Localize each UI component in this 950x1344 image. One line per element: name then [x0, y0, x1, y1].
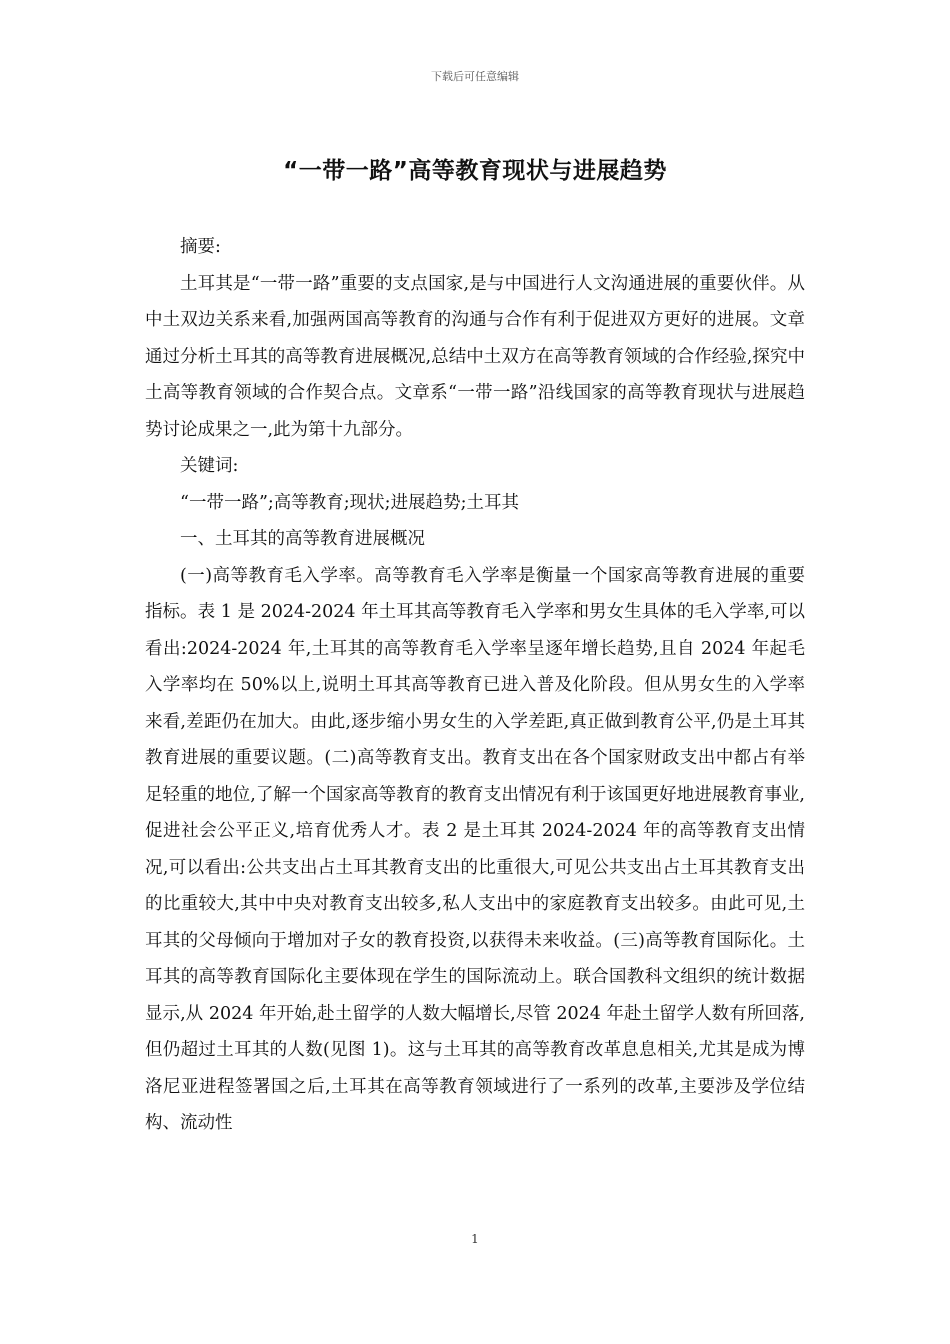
document-title: “一带一路”高等教育现状与进展趋势: [283, 158, 667, 184]
header-note: 下载后可任意编辑: [431, 70, 519, 83]
abstract-paragraph: 土耳其是“一带一路”重要的支点国家,是与中国进行人文沟通进展的重要伙伴。从中土双边关系来看,加强两国高等教育的沟通与合作有利于促进双方更好的进展。文章通过分析土耳其的高等教育进展概况,总结中土双方在高等教育领域的合作经验,探究中土高等教育领域的合作契合点。文章系“一带一路”沿线国家的高等教育现状与进展趋势讨论成果之一,此为第十九部分。: [145, 273, 805, 440]
section-heading: 一、土耳其的高等教育进展概况: [180, 529, 425, 549]
document-body: [145, 229, 805, 1142]
keywords-label: 关键词:: [180, 456, 239, 476]
page-number: 1: [471, 1232, 479, 1246]
abstract-label: 摘要:: [180, 237, 221, 257]
section-body-paragraph: (一)高等教育毛入学率。高等教育毛入学率是衡量一个国家高等教育进展的重要指标。表 1 是 2024-2024 年土耳其高等教育毛入学率和男女生具体的毛入学率,可以看出:2024-2024 年,土耳其的高等教育毛入学率呈逐年增长趋势,且自 2024 年起毛入学率均在 50%以上,说明土耳其高等教育已进入普及化阶段。但从男女生的入学率来看,差距仍在加大。由此,逐步缩小男女生的入学差距,真正做到教育公平,仍是土耳其教育进展的重要议题。(二)高等教育支出。教育支出在各个国家财政支出中都占有举足轻重的地位,了解一个国家高等教育的教育支出情况有利于该国更好地进展教育事业,促进社会公平正义,培育优秀人才。表 2 是土耳其 2024-2024 年的高等教育支出情况,可以看出:公共支出占土耳其教育支出的比重很大,可见公共支出占土耳其教育支出的比重较大,其中中央对教育支出较多,私人支出中的家庭教育支出较多。由此可见,土耳其的父母倾向于增加对子女的教育投资,以获得未来收益。(三)高等教育国际化。土耳其的高等教育国际化主要体现在学生的国际流动上。联合国教科文组织的统计数据显示,从 2024 年开始,赴土留学的人数大幅增长,尽管 2024 年赴土留学人数有所回落,但仍超过土耳其的人数(见图 1)。这与土耳其的高等教育改革息息相关,尤其是成为博洛尼亚进程签署国之后,土耳其在高等教育领域进行了一系列的改革,主要涉及学位结构、流动性: [145, 565, 805, 1133]
keywords-paragraph: “一带一路”;高等教育;现状;进展趋势;土耳其: [180, 492, 519, 513]
